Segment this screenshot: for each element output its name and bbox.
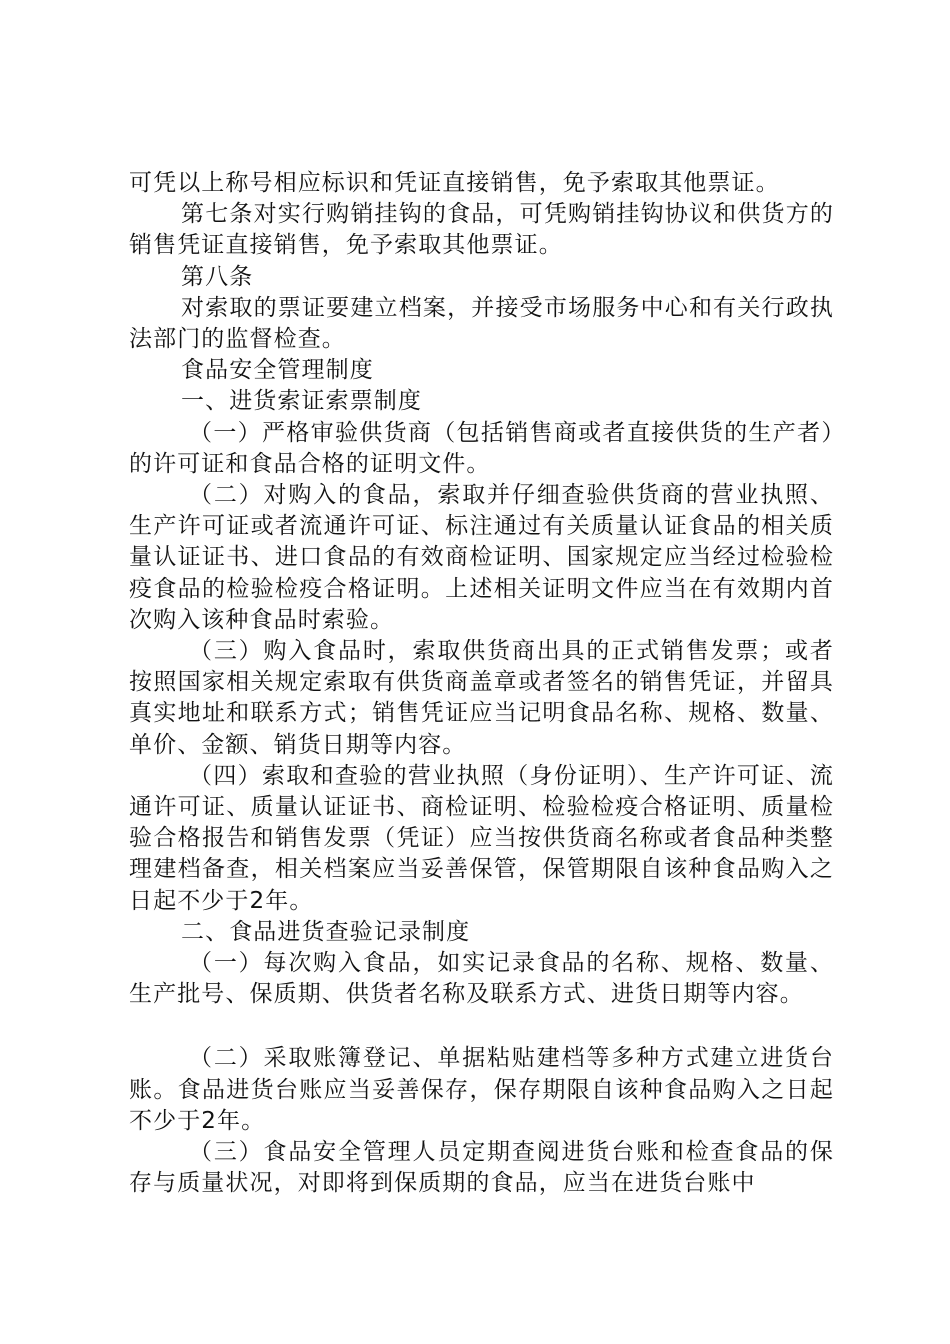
paragraph-archive: 对索取的票证要建立档案，并接受市场服务中心和有关行政执法部门的监督检查。 xyxy=(129,294,834,353)
paragraph-1-2: （二）对购入的食品，索取并仔细查验供货商的营业执照、生产许可证或者流通许可证、标注通过有关质量认证食品的相关质量认证证书、进口食品的有效商检证明、国家规定应当经过检验检疫食品的检验检疫合格证明。上述相关证明文件应当在有效期内首次购入该种食品时索验。 xyxy=(129,482,834,633)
paragraph-continuation: 可凭以上称号相应标识和凭证直接销售，免予索取其他票证。 xyxy=(129,170,780,196)
heading-food-safety-system: 食品安全管理制度 xyxy=(181,357,374,384)
paragraph-2-2: （二）采取账簿登记、单据粘贴建档等多种方式建立进货台账。食品进货台账应当妥善保存，保存期限自该种食品购入之日起不少于2年。 xyxy=(129,1045,834,1134)
document-body xyxy=(129,168,834,1200)
paragraph-1-1: （一）严格审验供货商（包括销售商或者直接供货的生产者）的许可证和食品合格的证明文件。 xyxy=(129,419,834,477)
paragraph-1-4: （四）索取和查验的营业执照（身份证明）、生产许可证、流通许可证、质量认证证书、商检证明、检验检疫合格证明、质量检验合格报告和销售发票（凭证）应当按供货商名称或者食品种类整理建档备查，相关档案应当妥善保管，保管期限自该种食品购入之日起不少于2年。 xyxy=(129,762,834,914)
paragraph-2-1: （一）每次购入食品，如实记录食品的名称、规格、数量、生产批号、保质期、供货者名称及联系方式、进货日期等内容。 xyxy=(129,950,834,1008)
paragraph-2-3: （三）食品安全管理人员定期查阅进货台账和检查食品的保存与质量状况，对即将到保质期的食品，应当在进货台账中 xyxy=(129,1139,834,1197)
heading-section-1: 一、进货索证索票制度 xyxy=(181,388,422,415)
heading-section-2: 二、食品进货查验记录制度 xyxy=(181,918,471,945)
heading-article-8: 第八条 xyxy=(181,263,254,290)
paragraph-article-7: 第七条对实行购销挂钩的食品，可凭购销挂钩协议和供货方的销售凭证直接销售，免予索取其他票证。 xyxy=(129,201,834,259)
paragraph-1-3: （三）购入食品时，索取供货商出具的正式销售发票；或者按照国家相关规定索取有供货商盖章或者签名的销售凭证，并留具真实地址和联系方式；销售凭证应当记明食品名称、规格、数量、单价、金额、销货日期等内容。 xyxy=(129,638,834,758)
